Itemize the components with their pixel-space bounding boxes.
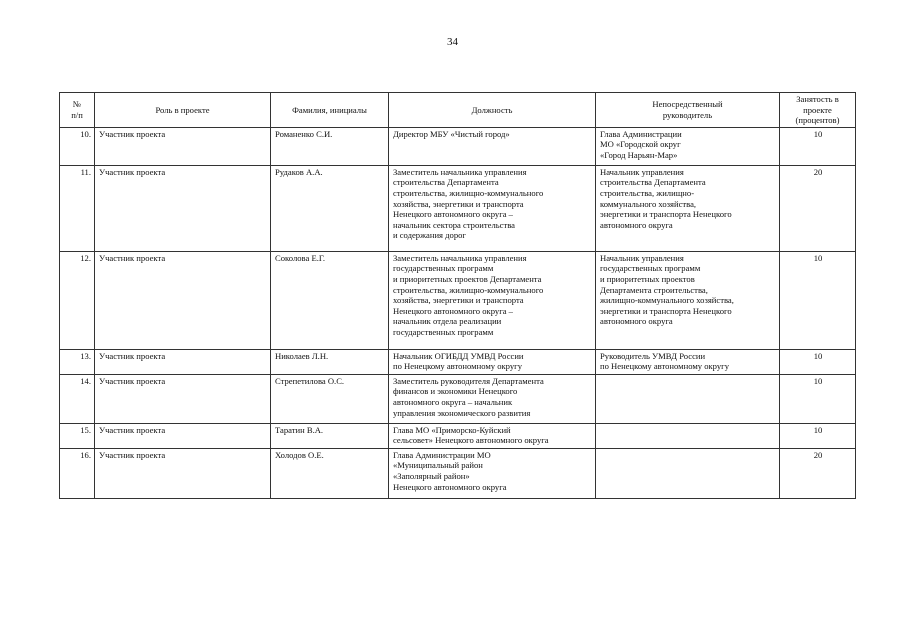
row-num: 10. <box>60 127 95 165</box>
row-supervisor: Начальник управления строительства Департамента строительства, жилищно- коммунального хозяйства, энергетики и транспорта Ненецкого автономного округа <box>596 165 780 251</box>
row-position: Глава Администрации МО «Муниципальный район «Заполярный район» Ненецкого автономного округа <box>389 448 596 498</box>
table-row <box>60 374 856 423</box>
table-row <box>60 165 856 251</box>
row-position: Заместитель руководителя Департамента финансов и экономики Ненецкого автономного округа – начальник управления экономического развития <box>389 374 596 423</box>
row-load: 10 <box>780 127 856 165</box>
row-supervisor <box>596 423 780 448</box>
row-num: 12. <box>60 251 95 349</box>
row-supervisor <box>596 374 780 423</box>
page-number: 34 <box>447 36 458 48</box>
row-supervisor: Руководитель УМВД России по Ненецкому автономному округу <box>596 349 780 374</box>
row-role: Участник проекта <box>95 251 271 349</box>
row-role: Участник проекта <box>95 165 271 251</box>
row-role: Участник проекта <box>95 374 271 423</box>
table-header-row <box>60 93 856 128</box>
row-load: 10 <box>780 423 856 448</box>
row-role: Участник проекта <box>95 127 271 165</box>
table-row <box>60 448 856 498</box>
row-supervisor <box>596 448 780 498</box>
table-row <box>60 127 856 165</box>
row-num: 13. <box>60 349 95 374</box>
row-load: 20 <box>780 448 856 498</box>
row-num: 16. <box>60 448 95 498</box>
row-position: Заместитель начальника управления строительства Департамента строительства, жилищно-коммунального хозяйства, энергетики и транспорта Ненецкого автономного округа – начальник сектора строительства и содержания дорог <box>389 165 596 251</box>
row-name: Николаев Л.Н. <box>271 349 389 374</box>
row-name: Стрепетилова О.С. <box>271 374 389 423</box>
header-role: Роль в проекте <box>95 93 271 128</box>
row-load: 10 <box>780 349 856 374</box>
header-load: Занятость в проекте (процентов) <box>780 93 856 128</box>
row-role: Участник проекта <box>95 448 271 498</box>
header-num: № п/п <box>60 93 95 128</box>
row-position: Директор МБУ «Чистый город» <box>389 127 596 165</box>
row-load: 10 <box>780 251 856 349</box>
header-name: Фамилия, инициалы <box>271 93 389 128</box>
table-row <box>60 349 856 374</box>
header-position: Должность <box>389 93 596 128</box>
row-position: Заместитель начальника управления государственных программ и приоритетных проектов Департамента строительства, жилищно-коммунального хозяйства, энергетики и транспорта Ненецкого автономного округа – начальник отдела реализации государственных программ <box>389 251 596 349</box>
header-supervisor: Непосредственный руководитель <box>596 93 780 128</box>
row-name: Соколова Е.Г. <box>271 251 389 349</box>
row-load: 10 <box>780 374 856 423</box>
row-name: Рудаков А.А. <box>271 165 389 251</box>
row-num: 14. <box>60 374 95 423</box>
row-supervisor: Начальник управления государственных программ и приоритетных проектов Департамента строительства, жилищно-коммунального хозяйства, энергетики и транспорта Ненецкого автономного округа <box>596 251 780 349</box>
row-name: Таратин В.А. <box>271 423 389 448</box>
row-role: Участник проекта <box>95 349 271 374</box>
project-participants-table <box>59 92 856 499</box>
row-load: 20 <box>780 165 856 251</box>
row-num: 15. <box>60 423 95 448</box>
row-name: Холодов О.Е. <box>271 448 389 498</box>
table-row <box>60 251 856 349</box>
row-num: 11. <box>60 165 95 251</box>
row-name: Романенко С.И. <box>271 127 389 165</box>
row-position: Глава МО «Приморско-Куйский сельсовет» Ненецкого автономного округа <box>389 423 596 448</box>
row-position: Начальник ОГИБДД УМВД России по Ненецкому автономному округу <box>389 349 596 374</box>
row-role: Участник проекта <box>95 423 271 448</box>
row-supervisor: Глава Администрации МО «Городской округ «Город Нарьян-Мар» <box>596 127 780 165</box>
table-row <box>60 423 856 448</box>
